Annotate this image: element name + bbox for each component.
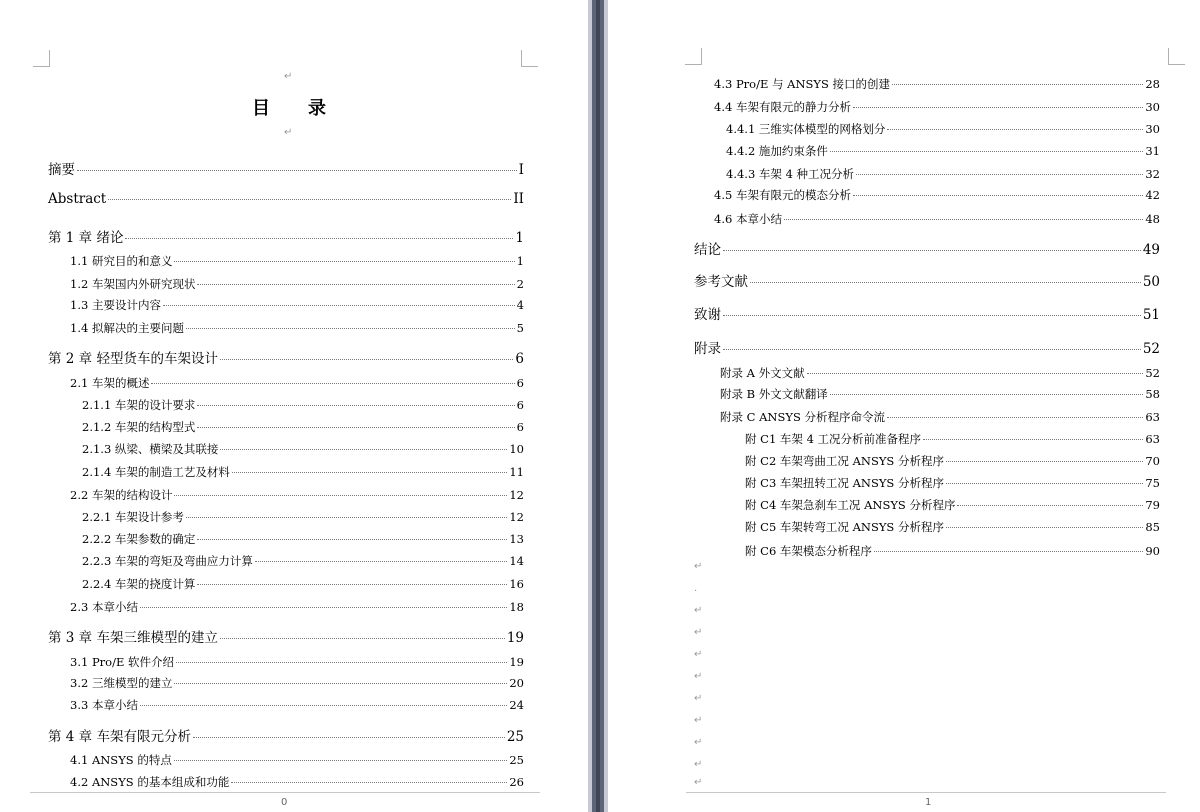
toc-entry[interactable]	[714, 211, 1160, 227]
toc-entry[interactable]	[70, 320, 524, 336]
toc-entry-label: 3.3 本章小结	[70, 698, 138, 712]
toc-title: 目 录	[252, 98, 336, 119]
toc-entry-label: 1.3 主要设计内容	[70, 298, 161, 312]
toc-entry[interactable]	[714, 99, 1160, 115]
toc-leader-dots	[830, 151, 1143, 152]
toc-entry-page: 18	[509, 600, 524, 614]
toc-entry-label: 附 C1 车架 4 工况分析前准备程序	[745, 432, 922, 446]
toc-leader-dots	[723, 315, 1141, 316]
toc-entry-label: 2.1.1 车架的设计要求	[82, 398, 196, 412]
toc-leader-dots	[176, 662, 507, 663]
toc-leader-dots	[946, 461, 1143, 462]
toc-entry[interactable]	[694, 238, 1160, 258]
toc-entry-page: 4	[516, 298, 524, 312]
toc-entry-label: 附 C3 车架扭转工况 ANSYS 分析程序	[745, 476, 944, 490]
paragraph-mark-icon: ↵	[694, 605, 703, 616]
toc-entry-page: 79	[1145, 498, 1160, 512]
toc-entry[interactable]	[70, 675, 524, 691]
toc-entry-page: 31	[1145, 144, 1160, 158]
toc-entry-label: 2.2.3 车架的弯矩及弯曲应力计算	[82, 554, 253, 568]
toc-leader-dots	[853, 195, 1143, 196]
toc-entry[interactable]	[745, 475, 1160, 491]
toc-entry-page: 49	[1142, 242, 1160, 258]
toc-entry-label: 3.2 三维模型的建立	[70, 676, 173, 690]
toc-entry[interactable]	[48, 191, 524, 207]
toc-leader-dots	[946, 483, 1143, 484]
toc-entry[interactable]	[82, 576, 524, 592]
toc-entry-label: 2.1 车架的概述	[70, 376, 150, 390]
toc-entry[interactable]	[694, 303, 1160, 323]
toc-leader-dots	[887, 129, 1143, 130]
toc-entry-label: 附录 A 外文文献	[720, 366, 805, 380]
toc-entry-label: 摘要	[48, 162, 75, 178]
toc-entry-page: 52	[1142, 341, 1160, 357]
toc-leader-dots	[231, 782, 507, 783]
toc-entry-label: 结论	[694, 242, 721, 258]
toc-entry-page: 30	[1145, 122, 1160, 136]
toc-entry[interactable]	[726, 143, 1160, 159]
toc-entry[interactable]	[694, 270, 1160, 290]
toc-entry-label: 2.2 车架的结构设计	[70, 488, 173, 502]
toc-leader-dots	[151, 383, 514, 384]
toc-leader-dots	[108, 199, 511, 200]
toc-leader-dots	[750, 282, 1141, 283]
toc-entry[interactable]	[82, 397, 524, 413]
toc-entry[interactable]	[745, 519, 1160, 535]
toc-leader-dots	[807, 373, 1144, 374]
toc-entry[interactable]	[720, 365, 1160, 381]
page-number: 0	[281, 797, 288, 808]
toc-entry-label: 致谢	[694, 307, 721, 323]
toc-entry[interactable]	[745, 453, 1160, 469]
toc-entry[interactable]	[82, 464, 524, 480]
page-gutter	[588, 0, 608, 812]
toc-entry-page: 12	[509, 510, 524, 524]
toc-entry-page: 13	[509, 532, 524, 546]
paragraph-mark-icon: ↵	[284, 71, 293, 82]
toc-entry-page: II	[513, 191, 524, 207]
toc-entry-page: 51	[1142, 307, 1160, 323]
toc-entry-page: 2	[516, 277, 524, 291]
toc-entry-label: 2.1.3 纵梁、横梁及其联接	[82, 442, 219, 456]
toc-entry-page: 75	[1145, 476, 1160, 490]
toc-leader-dots	[163, 305, 515, 306]
toc-entry-page: I	[518, 162, 524, 178]
toc-entry-page: 63	[1145, 432, 1160, 446]
toc-entry[interactable]	[48, 626, 524, 646]
toc-entry-page: 50	[1142, 274, 1160, 290]
toc-leader-dots	[957, 505, 1143, 506]
toc-leader-dots	[186, 328, 515, 329]
toc-entry-page: 90	[1145, 544, 1160, 558]
toc-entry-page: 63	[1145, 410, 1160, 424]
toc-entry-page: 6	[516, 376, 524, 390]
toc-entry[interactable]	[70, 697, 524, 713]
toc-entry[interactable]	[70, 654, 524, 670]
toc-entry-label: 附 C5 车架转弯工况 ANSYS 分析程序	[745, 520, 944, 534]
toc-entry-label: 1.4 拟解决的主要问题	[70, 321, 184, 335]
toc-leader-dots	[887, 417, 1143, 418]
toc-entry-label: 4.4.3 车架 4 种工况分析	[726, 167, 855, 181]
page-corner-mark	[1168, 48, 1185, 65]
page-number: 1	[925, 797, 932, 808]
toc-leader-dots	[197, 284, 514, 285]
paragraph-mark-icon: ↵	[694, 759, 703, 770]
toc-entry-label: 1.1 研究目的和意义	[70, 254, 173, 268]
toc-entry-label: 4.5 车架有限元的模态分析	[714, 188, 851, 202]
toc-leader-dots	[853, 107, 1143, 108]
toc-entry-page: 58	[1145, 387, 1160, 401]
toc-entry-label: 3.1 Pro/E 软件介绍	[70, 655, 175, 669]
toc-leader-dots	[186, 517, 507, 518]
toc-entry-page: 6	[515, 351, 524, 367]
toc-entry[interactable]	[745, 497, 1160, 513]
toc-leader-dots	[174, 683, 507, 684]
toc-entry-page: 1	[515, 230, 524, 246]
toc-entry-page: 28	[1145, 77, 1160, 91]
toc-entry[interactable]	[70, 752, 524, 768]
toc-entry[interactable]	[70, 297, 524, 313]
document-page-right	[608, 0, 1200, 812]
paragraph-mark-icon: ↵	[694, 693, 703, 704]
toc-leader-dots	[140, 607, 507, 608]
toc-entry-page: 19	[506, 630, 524, 646]
toc-entry-page: 14	[509, 554, 524, 568]
footer-rule	[686, 792, 1166, 793]
toc-entry-page: 10	[509, 442, 524, 456]
toc-entry-page: 85	[1145, 520, 1160, 534]
toc-leader-dots	[174, 495, 507, 496]
toc-leader-dots	[723, 250, 1141, 251]
toc-entry-page: 19	[509, 655, 524, 669]
toc-leader-dots	[125, 238, 513, 239]
toc-entry-page: 6	[516, 398, 524, 412]
toc-entry-page: 5	[516, 321, 524, 335]
toc-leader-dots	[923, 439, 1143, 440]
toc-entry-page: 30	[1145, 100, 1160, 114]
toc-entry-page: 20	[509, 676, 524, 690]
toc-entry[interactable]	[70, 774, 524, 790]
toc-leader-dots	[220, 638, 505, 639]
paragraph-mark-icon: ↵	[694, 737, 703, 748]
toc-entry-page: 32	[1145, 167, 1160, 181]
page-corner-mark	[685, 48, 702, 65]
toc-entry-label: 2.2.4 车架的挠度计算	[82, 577, 196, 591]
toc-entry-page: 26	[509, 775, 524, 789]
toc-entry-label: 附录 C ANSYS 分析程序命令流	[720, 410, 885, 424]
toc-entry-label: 2.2.2 车架参数的确定	[82, 532, 196, 546]
toc-entry[interactable]	[70, 276, 524, 292]
toc-entry-label: 2.1.4 车架的制造工艺及材料	[82, 465, 230, 479]
toc-entry-label: 4.6 本章小结	[714, 212, 782, 226]
toc-entry[interactable]	[82, 553, 524, 569]
toc-entry[interactable]	[714, 76, 1160, 92]
paragraph-mark-icon: ↵	[694, 777, 703, 788]
toc-entry[interactable]	[70, 375, 524, 391]
toc-entry-page: 70	[1145, 454, 1160, 468]
toc-leader-dots	[197, 584, 507, 585]
toc-leader-dots	[77, 170, 517, 171]
toc-entry[interactable]	[70, 253, 524, 269]
toc-leader-dots	[874, 551, 1143, 552]
toc-entry[interactable]	[70, 599, 524, 615]
toc-entry-label: 第 2 章 轻型货车的车架设计	[48, 351, 218, 367]
toc-entry-page: 24	[509, 698, 524, 712]
paragraph-mark-icon: .	[694, 583, 698, 594]
document-page-left	[0, 0, 588, 812]
toc-entry-page: 48	[1145, 212, 1160, 226]
page-corner-mark	[33, 50, 50, 67]
toc-leader-dots	[197, 405, 514, 406]
toc-entry-label: 附 C2 车架弯曲工况 ANSYS 分析程序	[745, 454, 944, 468]
toc-entry-label: 第 1 章 绪论	[48, 230, 124, 246]
toc-entry[interactable]	[745, 431, 1160, 447]
toc-leader-dots	[784, 219, 1143, 220]
toc-entry-page: 25	[506, 729, 524, 745]
toc-entry[interactable]	[48, 158, 524, 178]
toc-entry[interactable]	[82, 531, 524, 547]
toc-entry-label: 4.4 车架有限元的静力分析	[714, 100, 851, 114]
paragraph-mark-icon: ↵	[284, 127, 293, 138]
toc-leader-dots	[232, 472, 507, 473]
toc-entry-label: 2.2.1 车架设计参考	[82, 510, 184, 524]
footer-rule	[30, 792, 540, 793]
toc-entry[interactable]	[82, 419, 524, 435]
toc-entry-page: 6	[516, 420, 524, 434]
toc-leader-dots	[856, 174, 1143, 175]
toc-leader-dots	[197, 427, 514, 428]
toc-entry-page: 12	[509, 488, 524, 502]
toc-entry[interactable]	[714, 187, 1160, 203]
toc-entry-label: 2.1.2 车架的结构型式	[82, 420, 196, 434]
toc-leader-dots	[197, 539, 507, 540]
toc-leader-dots	[220, 359, 513, 360]
toc-entry-label: 1.2 车架国内外研究现状	[70, 277, 196, 291]
toc-leader-dots	[193, 737, 505, 738]
toc-entry-label: 参考文献	[694, 274, 748, 290]
toc-entry-label: 第 4 章 车架有限元分析	[48, 729, 191, 745]
toc-entry-page: 52	[1145, 366, 1160, 380]
toc-entry[interactable]	[720, 386, 1160, 402]
toc-entry[interactable]	[48, 347, 524, 367]
paragraph-mark-icon: ↵	[694, 715, 703, 726]
toc-leader-dots	[892, 84, 1143, 85]
toc-leader-dots	[830, 394, 1144, 395]
toc-entry-page: 11	[509, 465, 524, 479]
toc-entry-label: 4.2 ANSYS 的基本组成和功能	[70, 775, 230, 789]
toc-entry-label: 第 3 章 车架三维模型的建立	[48, 630, 218, 646]
toc-leader-dots	[723, 349, 1141, 350]
toc-entry-label: 附录	[694, 341, 721, 357]
toc-entry-label: 4.4.1 三维实体模型的网格划分	[726, 122, 886, 136]
toc-entry-label: 附 C6 车架模态分析程序	[745, 544, 872, 558]
toc-entry[interactable]	[48, 725, 524, 745]
page-corner-mark	[521, 50, 538, 67]
toc-entry[interactable]	[82, 509, 524, 525]
toc-entry-page: 16	[509, 577, 524, 591]
toc-entry[interactable]	[48, 226, 524, 246]
toc-entry[interactable]	[70, 487, 524, 503]
paragraph-mark-icon: ↵	[694, 671, 703, 682]
paragraph-mark-icon: ↵	[694, 561, 703, 572]
toc-leader-dots	[174, 261, 514, 262]
toc-entry-label: 附 C4 车架急刹车工况 ANSYS 分析程序	[745, 498, 956, 512]
toc-entry[interactable]	[726, 166, 1160, 182]
toc-entry[interactable]	[694, 337, 1160, 357]
toc-leader-dots	[174, 760, 508, 761]
toc-entry[interactable]	[726, 121, 1160, 137]
toc-entry-page: 25	[509, 753, 524, 767]
toc-entry[interactable]	[745, 543, 1160, 559]
toc-leader-dots	[140, 705, 507, 706]
toc-leader-dots	[946, 527, 1143, 528]
toc-entry[interactable]	[82, 441, 524, 457]
toc-entry-label: 4.3 Pro/E 与 ANSYS 接口的创建	[714, 77, 891, 91]
toc-entry-label: Abstract	[48, 191, 107, 207]
paragraph-mark-icon: ↵	[694, 627, 703, 638]
toc-entry[interactable]	[720, 409, 1160, 425]
toc-entry-page: 1	[516, 254, 524, 268]
toc-leader-dots	[220, 449, 507, 450]
toc-leader-dots	[255, 561, 507, 562]
toc-entry-label: 附录 B 外文文献翻译	[720, 387, 828, 401]
toc-entry-label: 4.4.2 施加约束条件	[726, 144, 828, 158]
toc-entry-label: 4.1 ANSYS 的特点	[70, 753, 172, 767]
toc-entry-page: 42	[1145, 188, 1160, 202]
paragraph-mark-icon: ↵	[694, 649, 703, 660]
toc-entry-label: 2.3 本章小结	[70, 600, 138, 614]
